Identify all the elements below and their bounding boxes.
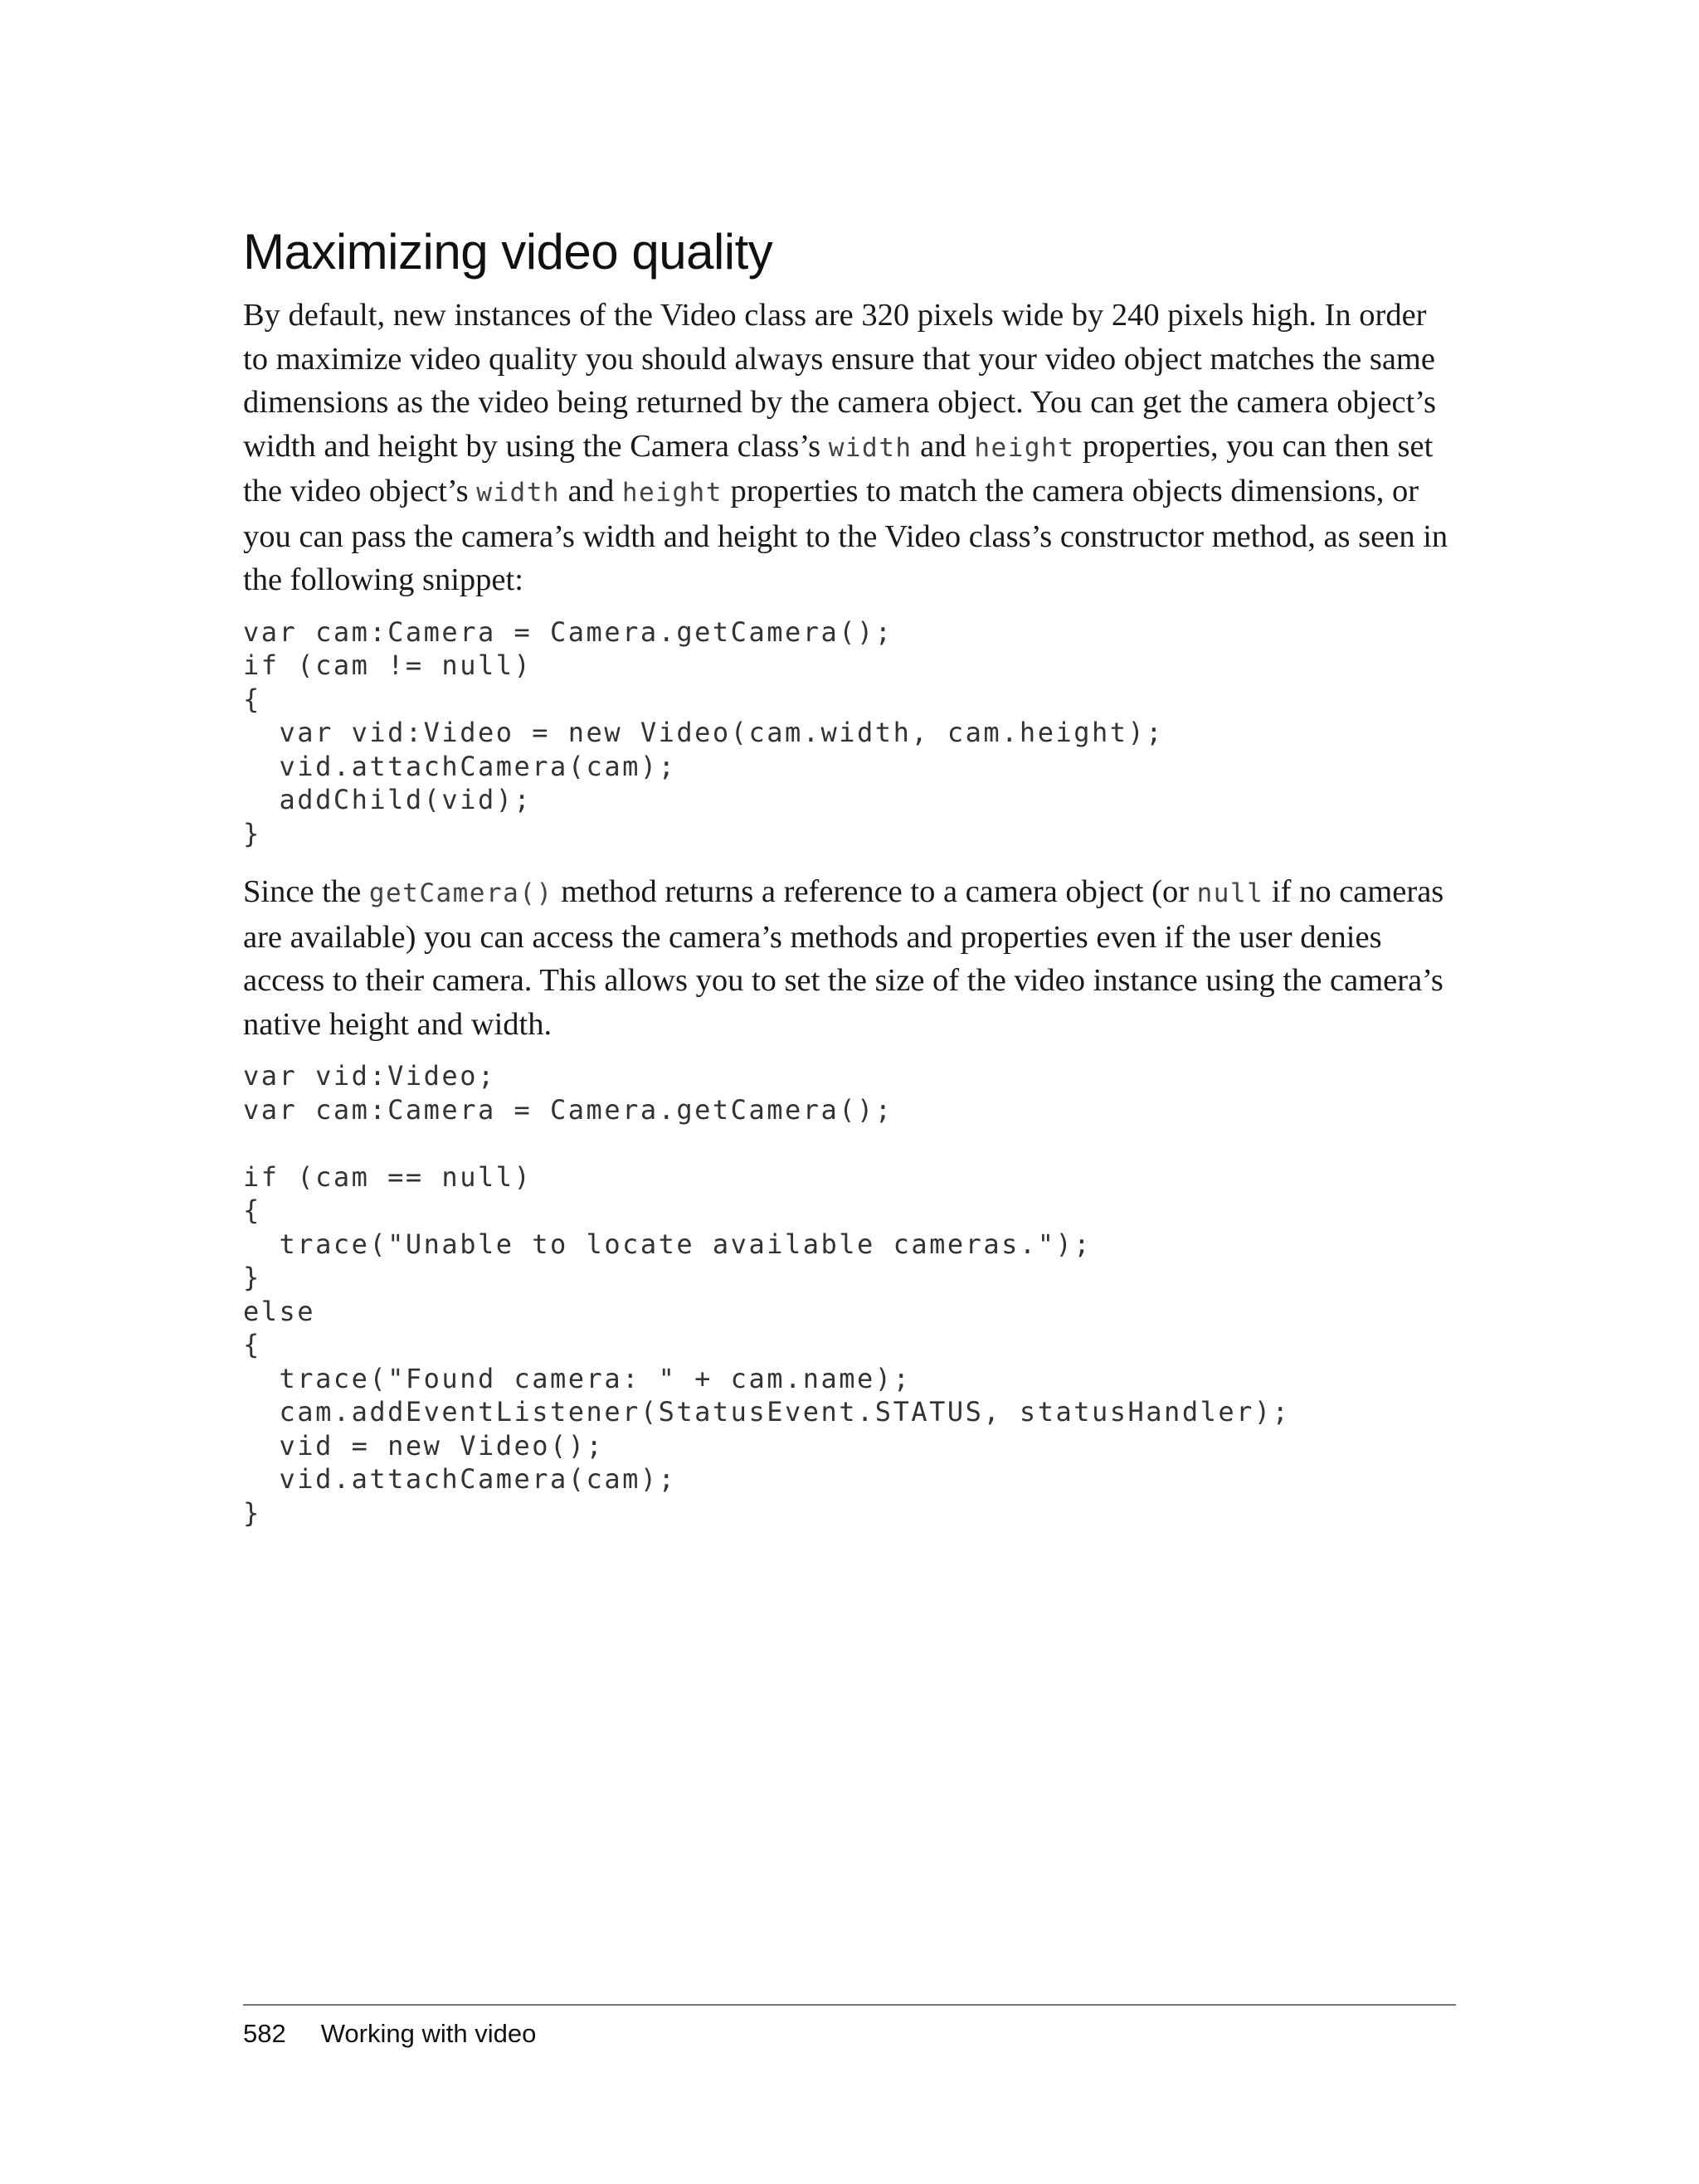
code-block-2: var vid:Video; var cam:Camera = Camera.getCamera(); if (cam == null) { trace("Unable to locate available cameras."); } else { trace("Found camera: " + cam.name); cam.addEventListener(StatusEvent.STATUS, statusHandler); vid = new Video(); vid.attachCamera(cam); } [243,1060,1291,1529]
inline-code-width: width [476,478,561,508]
inline-code-width: width [828,432,913,463]
text-run: and [560,474,622,508]
inline-code-height: height [621,478,723,508]
text-run: properties to match the camera objects dimensions, or you can pass the camera’s width and height to the Video class’s constructor method, as seen in the following snippet: [243,474,1448,597]
text-run: and [912,428,975,464]
inline-code-height: height [974,432,1075,463]
text-run: properties, you can then set the video object’s [243,428,1434,508]
chapter-title: Working with video [320,2019,537,2048]
footer-divider [243,2004,1456,2006]
text-run: Since the [243,874,369,909]
code-block-1: var cam:Camera = Camera.getCamera(); if (cam != null) { var vid:Video = new Video(cam.width, cam.height); vid.attachCamera(cam); addChild(vid); } [243,615,1165,849]
inline-code-getcamera: getCamera() [368,878,553,908]
page-footer [243,2017,536,2050]
section-heading: Maximizing video quality [243,224,773,280]
paragraph-intro [243,294,1454,602]
page-content [243,222,1454,1549]
text-run: By default, new instances of the Video class are 320 pixels wide by 240 pixels high. In order to maximize video quality you should always ensure that your video object matches the same dimensions as the video being returned by the camera object. You can get the camera object’s width and height by using the Camera class’s [243,298,1436,464]
text-run: method returns a reference to a camera object (or [553,874,1197,909]
inline-code-null: null [1196,878,1264,908]
text-run: if no cameras are available) you can access the camera’s methods and properties even if the user denies access to their camera. This allows you to set the size of the video instance using the camera’s native height and width. [243,874,1444,1042]
page-number: 582 [243,2019,286,2048]
paragraph-getcamera [243,870,1454,1046]
